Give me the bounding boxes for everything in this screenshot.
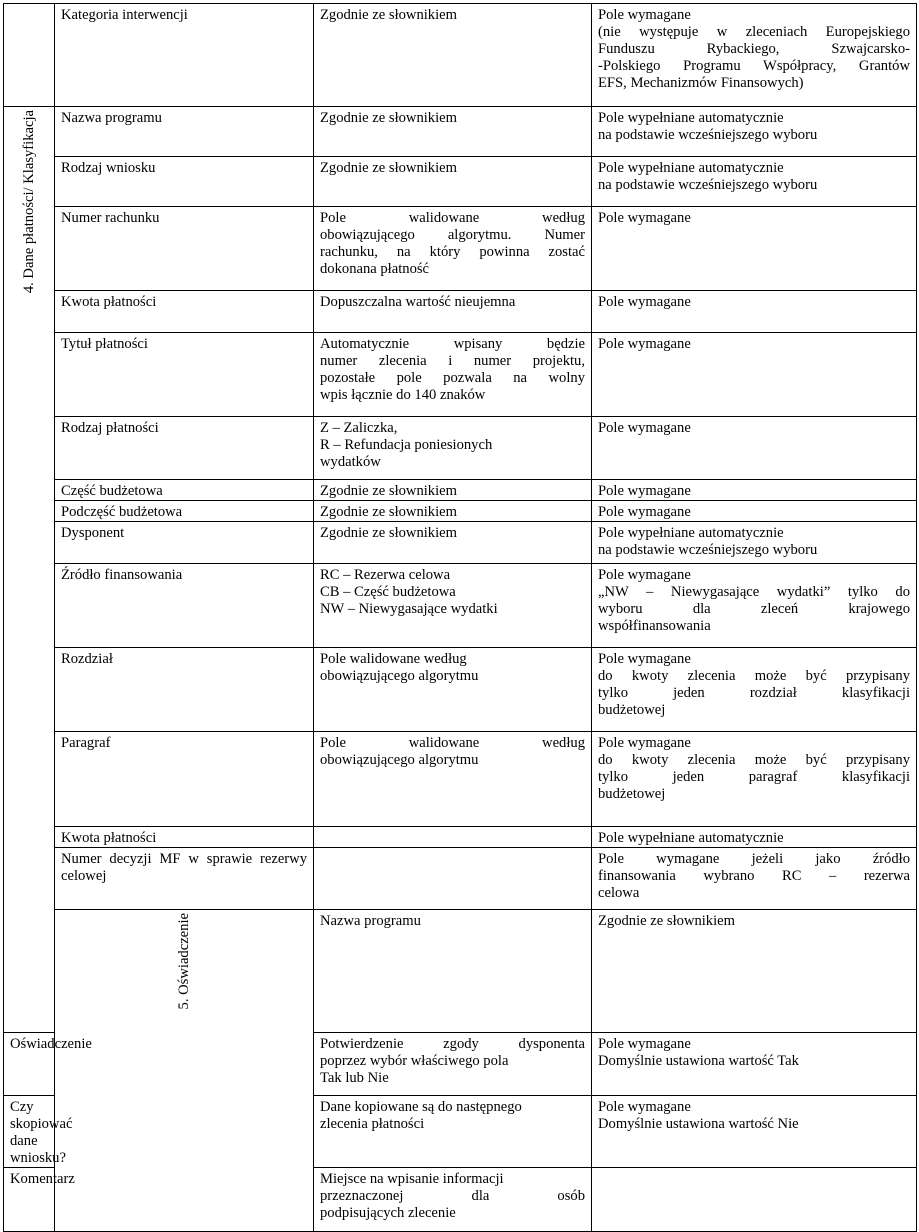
requirement-cell: Pole wymagane jeżeli jako źródło finansowania wybrano RC – rezerwa celowa — [592, 848, 917, 910]
description-cell: Z – Zaliczka, R – Refundacja poniesionych wydatków — [314, 417, 592, 480]
requirement-cell: Pole wymagane „NW – Niewygasające wydatki” tylko do wyboru dla zleceń krajowego współfinansowania — [592, 564, 917, 648]
description-cell: Zgodnie ze słownikiem — [592, 910, 917, 1033]
field-name-cell: Część budżetowa — [55, 480, 314, 501]
description-cell: Zgodnie ze słownikiem — [314, 522, 592, 564]
table-row — [4, 291, 917, 333]
field-name-cell: Źródło finansowania — [55, 564, 314, 648]
field-name-cell: Tytuł płatności — [55, 333, 314, 417]
field-name-cell: Podczęść budżetowa — [55, 501, 314, 522]
description-cell: Potwierdzenie zgody dysponenta poprzez wybór właściwego pola Tak lub Nie — [314, 1033, 592, 1096]
requirement-cell: Pole wypełniane automatycznie na podstawie wcześniejszego wyboru — [592, 522, 917, 564]
table-row — [4, 732, 917, 827]
table-row — [4, 333, 917, 417]
requirement-cell: Pole wymagane — [592, 480, 917, 501]
field-name-cell: Rodzaj płatności — [55, 417, 314, 480]
requirement-cell: Pole wypełniane automatycznie — [592, 827, 917, 848]
description-cell: Miejsce na wpisanie informacji przeznaczonej dla osób podpisujących zlecenie — [314, 1168, 592, 1232]
field-name-cell: Kategoria interwencji — [55, 4, 314, 107]
description-cell: Zgodnie ze słownikiem — [314, 107, 592, 157]
description-cell-empty — [314, 827, 592, 848]
requirement-cell: Pole wymagane — [592, 333, 917, 417]
requirement-cell: Pole wymagane do kwoty zlecenia może być przypisany tylko jeden rozdział klasyfikacji budżetowej — [592, 648, 917, 732]
section-cell-empty — [4, 4, 55, 107]
description-cell: Pole walidowane według obowiązującego algorytmu — [314, 648, 592, 732]
section-label: 5. Oświadczenie — [175, 913, 192, 1010]
table-row — [4, 848, 917, 910]
specification-table — [3, 3, 917, 1232]
description-cell: Zgodnie ze słownikiem — [314, 480, 592, 501]
field-name-cell: Komentarz — [4, 1168, 55, 1232]
requirement-cell: Pole wymagane — [592, 291, 917, 333]
table-row — [4, 564, 917, 648]
description-cell: Pole walidowane według obowiązującego algorytmu — [314, 732, 592, 827]
field-name-cell: Kwota płatności — [55, 291, 314, 333]
field-name-cell: Paragraf — [55, 732, 314, 827]
requirement-cell: Pole wymagane (nie występuje w zleceniach Europejskiego Funduszu Rybackiego, Szwajcarsko- -Polskiego Programu Współpracy, Grantów EFS, Mechanizmów Finansowych) — [592, 4, 917, 107]
table-row — [4, 4, 917, 107]
description-cell: Zgodnie ze słownikiem — [314, 157, 592, 207]
description-cell: Dane kopiowane są do następnego zlecenia płatności — [314, 1096, 592, 1168]
requirement-cell: Pole wymagane Domyślnie ustawiona wartość Tak — [592, 1033, 917, 1096]
section-label-cell — [55, 910, 314, 1232]
section-label: 4. Dane płatności/ Klasyfikacja — [20, 110, 37, 294]
table-row — [4, 157, 917, 207]
table-row — [4, 207, 917, 291]
field-name-cell: Nazwa programu — [55, 107, 314, 157]
description-cell: Dopuszczalna wartość nieujemna — [314, 291, 592, 333]
table-row — [4, 107, 917, 157]
field-name-cell: Oświadczenie — [4, 1033, 55, 1096]
description-cell: Pole walidowane według obowiązującego algorytmu. Numer rachunku, na który powinna zostać dokonana płatność — [314, 207, 592, 291]
field-name-cell: Numer rachunku — [55, 207, 314, 291]
field-name-cell: Rodzaj wniosku — [55, 157, 314, 207]
field-name-cell: Dysponent — [55, 522, 314, 564]
field-name-cell: Kwota płatności — [55, 827, 314, 848]
requirement-cell: Pole wymagane — [592, 207, 917, 291]
description-cell-empty — [314, 848, 592, 910]
field-name-cell: Czy skopiować dane wniosku? — [4, 1096, 55, 1168]
requirement-cell: Pole wypełniane automatycznie na podstawie wcześniejszego wyboru — [592, 107, 917, 157]
requirement-cell: Pole wymagane Domyślnie ustawiona wartość Nie — [592, 1096, 917, 1168]
table-row — [4, 522, 917, 564]
table-row — [4, 827, 917, 848]
table-row — [4, 648, 917, 732]
requirement-cell: Pole wymagane — [592, 501, 917, 522]
field-name-cell: Rozdział — [55, 648, 314, 732]
table-row — [4, 417, 917, 480]
requirement-cell: Pole wymagane do kwoty zlecenia może być przypisany tylko jeden paragraf klasyfikacji budżetowej — [592, 732, 917, 827]
field-name-cell: Nazwa programu — [314, 910, 592, 1033]
section-label-cell — [4, 107, 55, 1033]
requirement-cell: Pole wymagane — [592, 417, 917, 480]
description-cell: Zgodnie ze słownikiem — [314, 4, 592, 107]
description-cell: Automatycznie wpisany będzie numer zlecenia i numer projektu, pozostałe pole pozwala na wolny wpis łącznie do 140 znaków — [314, 333, 592, 417]
table-row — [4, 480, 917, 501]
table-row — [4, 501, 917, 522]
description-cell: Zgodnie ze słownikiem — [314, 501, 592, 522]
field-name-cell: Numer decyzji MF w sprawie rezerwy celowej — [55, 848, 314, 910]
table-row — [4, 910, 917, 1033]
requirement-cell: Pole wypełniane automatycznie na podstawie wcześniejszego wyboru — [592, 157, 917, 207]
requirement-cell-empty — [592, 1168, 917, 1232]
description-cell: RC – Rezerwa celowa CB – Część budżetowa NW – Niewygasające wydatki — [314, 564, 592, 648]
